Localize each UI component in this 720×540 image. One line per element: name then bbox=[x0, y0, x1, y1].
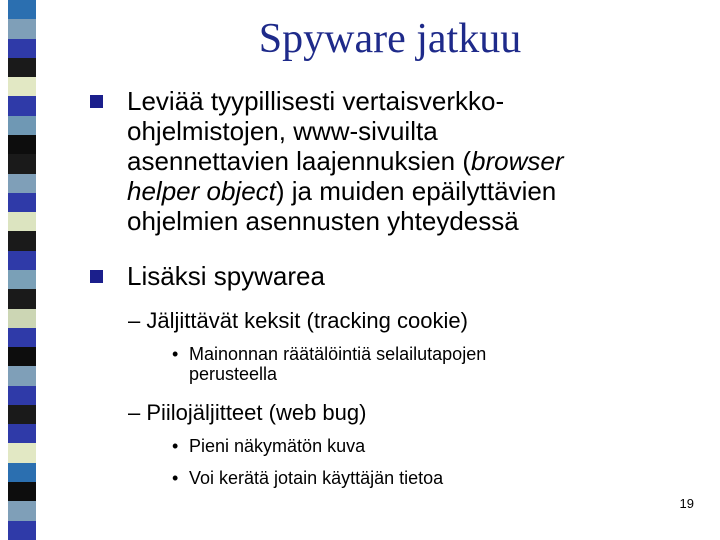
slide-title: Spyware jatkuu bbox=[258, 16, 522, 62]
square-bullet-icon bbox=[90, 95, 103, 108]
stripe-block bbox=[8, 482, 36, 501]
stripe-block bbox=[8, 193, 36, 212]
stripe-block bbox=[8, 116, 36, 135]
sub-sub-bullet: • Voi kerätä jotain käyttäjän tietoa bbox=[172, 468, 444, 488]
bullet-line: Leviää tyypillisesti vertaisverkko- bbox=[127, 86, 505, 116]
stripe-block bbox=[8, 174, 36, 193]
sub-bullet-tracking-cookie: – Jäljittävät keksit (tracking cookie) bbox=[128, 308, 468, 333]
bullet-line: ohjelmistojen, www-sivuilta bbox=[127, 116, 438, 146]
stripe-block bbox=[8, 96, 36, 115]
stripe-block bbox=[8, 270, 36, 289]
sub-sub-bullet: • Pieni näkymätön kuva bbox=[172, 436, 366, 456]
bullet-line: helper object) ja muiden epäilyttävien bbox=[127, 176, 557, 206]
stripe-block bbox=[8, 58, 36, 77]
dot-bullet-icon: • bbox=[172, 436, 179, 456]
stripe-block bbox=[8, 521, 36, 540]
stripe-block bbox=[8, 231, 36, 250]
bullet-line: Lisäksi spywarea bbox=[127, 261, 325, 291]
stripe-block bbox=[8, 77, 36, 96]
stripe-block bbox=[8, 212, 36, 231]
bullet-line: asennettavien laajennuksien (browser bbox=[127, 146, 564, 176]
stripe-block bbox=[8, 251, 36, 270]
stripe-block bbox=[8, 19, 36, 38]
stripe-block bbox=[8, 154, 36, 173]
dot-bullet-icon: • bbox=[172, 344, 179, 364]
stripe-block bbox=[8, 135, 36, 154]
stripe-block bbox=[8, 463, 36, 482]
stripe-block bbox=[8, 289, 36, 308]
stripe-block bbox=[8, 405, 36, 424]
stripe-block bbox=[8, 39, 36, 58]
bullet-lisaksi bbox=[90, 261, 325, 291]
sub-bullet-web-bug: – Piilojäljitteet (web bug) bbox=[128, 400, 367, 425]
decorative-color-stripe bbox=[8, 0, 36, 540]
stripe-block bbox=[8, 366, 36, 385]
sub-sub-bullet: • Mainonnan räätälöintiä selailutapojen perusteella bbox=[172, 344, 487, 384]
dot-bullet-icon: • bbox=[172, 468, 179, 488]
bullet-line: ohjelmien asennusten yhteydessä bbox=[127, 206, 519, 236]
page-number: 19 bbox=[679, 496, 694, 511]
bullet-leviaa bbox=[90, 86, 564, 236]
stripe-block bbox=[8, 501, 36, 520]
stripe-block bbox=[8, 0, 36, 19]
stripe-block bbox=[8, 386, 36, 405]
stripe-block bbox=[8, 309, 36, 328]
stripe-block bbox=[8, 424, 36, 443]
stripe-block bbox=[8, 328, 36, 347]
stripe-block bbox=[8, 347, 36, 366]
stripe-block bbox=[8, 443, 36, 462]
square-bullet-icon bbox=[90, 270, 103, 283]
